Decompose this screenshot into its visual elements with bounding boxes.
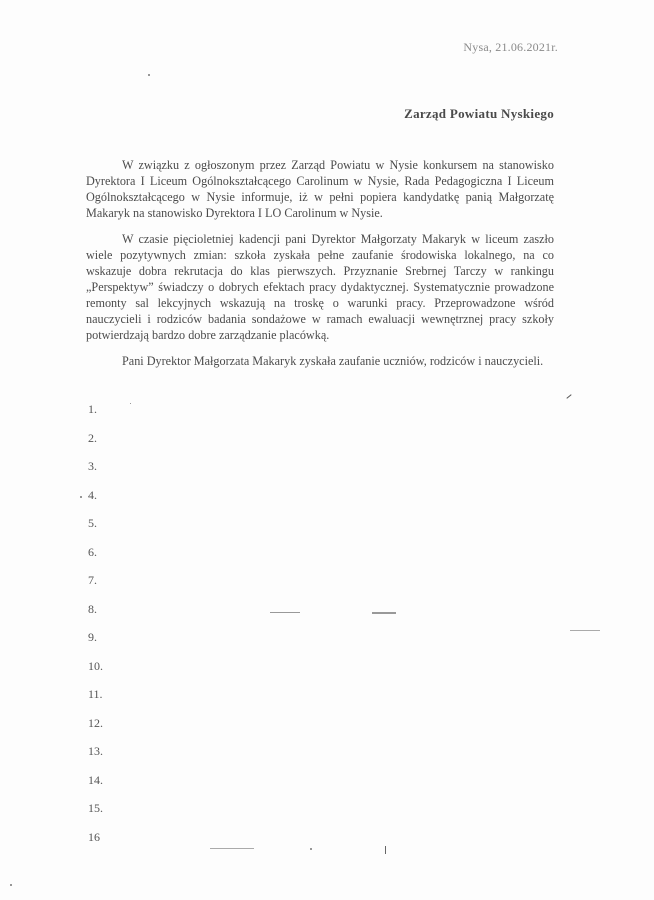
signature-line: 8. [88, 601, 97, 616]
scan-speck [10, 884, 12, 886]
scan-speck [570, 630, 600, 631]
signature-list [88, 402, 103, 858]
recipient-heading: Zarząd Powiatu Nyskiego [404, 106, 554, 121]
signature-line: 7. [88, 573, 97, 587]
scan-speck [148, 74, 150, 76]
scan-speck [385, 846, 386, 854]
scan-speck [372, 612, 396, 614]
scan-speck [566, 394, 571, 399]
paragraph-support: W związku z ogłoszonym przez Zarząd Powiatu w Nysie konkursem na stanowisko Dyrektora I Liceum Ogólnokształcącego Carolinum w Nysie, Rada Pedagogiczna I Liceum Ogólnokształcącego w Nysie informuje, iż w pełni popiera kandydatkę panią Małgorzatę Makaryk na stanowisko Dyrektora I LO Carolinum w Nysie. [86, 158, 554, 220]
paragraph-trust: Pani Dyrektor Małgorzata Makaryk zyskała zaufanie uczniów, rodziców i nauczycieli. [122, 354, 544, 368]
scan-speck [310, 848, 312, 850]
signature-line: 9. [88, 630, 97, 644]
signature-line: 5. [88, 516, 97, 530]
signature-line: 16 [88, 829, 100, 844]
signature-line: 10. [88, 658, 103, 673]
signature-line: 15. [88, 801, 103, 815]
signature-line: 11. [88, 687, 103, 701]
scan-speck [130, 403, 131, 404]
document-date: Nysa, 21.06.2021r. [463, 40, 558, 54]
signature-line: 1. [88, 402, 97, 416]
scan-speck [80, 496, 82, 498]
signature-line: 4. [88, 487, 97, 502]
paragraph-achievements: W czasie pięcioletniej kadencji pani Dyrektor Małgorzaty Makaryk w liceum zaszło wiele pozytywnych zmian: szkoła zyskała pełne zaufanie środowiska lokalnego, na co wskazuje dobra rekrutacja do klas pierwszych. Przyznanie Srebrnej Tarczy w rankingu „Perspektyw” świadczy o dobrych efektach pracy dydaktycznej. Systematycznie prowadzone remonty sal lekcyjnych wskazują na troskę o warunki pracy. Przeprowadzone wśród nauczycieli i rodziców badania sondażowe w ramach ewaluacji wewnętrznej pracy szkoły potwierdzają bardzo dobre zarządzanie placówką. [86, 232, 554, 342]
letter-body [86, 157, 554, 379]
signature-line: 12. [88, 715, 103, 730]
scan-speck [210, 848, 254, 849]
signature-line: 13. [88, 744, 103, 758]
signature-line: 3. [88, 459, 97, 473]
scan-speck [270, 612, 300, 613]
signature-line: 6. [88, 544, 97, 559]
signature-line: 14. [88, 772, 103, 787]
signature-line: 2. [88, 430, 97, 445]
